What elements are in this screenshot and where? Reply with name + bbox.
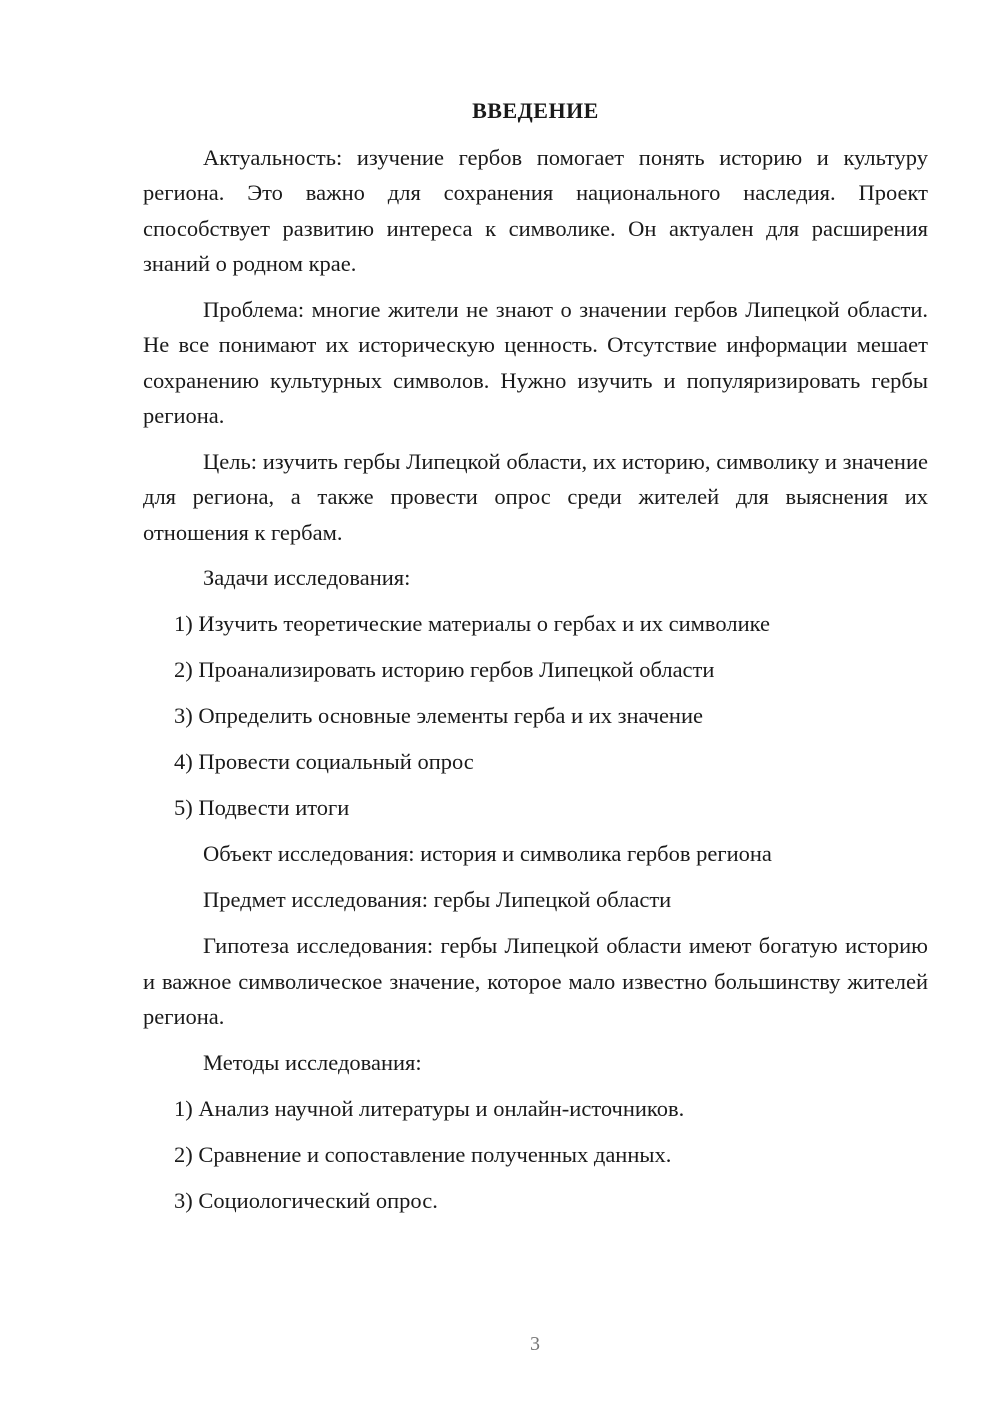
research-object: Объект исследования: история и символика гербов региона <box>203 841 772 866</box>
task-item: 3) Определить основные элементы герба и их значение <box>174 703 704 728</box>
problem-paragraph: Проблема: многие жители не знают о значении гербов Липецкой области. Не все понимают их историческую ценность. Отсутствие информации мешает сохранению культурных символов. Нужно изучить и популяризировать гербы региона. <box>143 296 928 428</box>
relevance-paragraph: Актуальность: изучение гербов помогает понять историю и культуру региона. Это важно для сохранения национального наследия. Проект способствует развитию интереса к символике. Он актуален для расширения знаний о родном крае. <box>143 144 928 276</box>
task-item: 2) Проанализировать историю гербов Липецкой области <box>174 657 715 682</box>
page-content <box>143 93 928 1229</box>
methods-list <box>143 1091 928 1219</box>
hypothesis-paragraph: Гипотеза исследования: гербы Липецкой области имеют богатую историю и важное символическое значение, которое мало известно большинству жителей региона. <box>143 933 928 1029</box>
method-item: 1) Анализ научной литературы и онлайн-источников. <box>174 1095 685 1121</box>
task-item: 4) Провести социальный опрос <box>174 749 474 774</box>
method-item: 2) Сравнение и сопоставление полученных данных. <box>174 1141 672 1167</box>
page-title: ВВЕДЕНИЕ <box>472 98 599 123</box>
methods-heading: Методы исследования: <box>203 1049 422 1075</box>
method-item: 3) Социологический опрос. <box>174 1187 438 1213</box>
research-subject: Предмет исследования: гербы Липецкой области <box>203 887 672 912</box>
task-item: 1) Изучить теоретические материалы о гербах и их символике <box>174 611 770 636</box>
tasks-list <box>143 606 928 826</box>
goal-paragraph: Цель: изучить гербы Липецкой области, их историю, символику и значение для региона, а также провести опрос среди жителей для выяснения их отношения к гербам. <box>143 448 928 545</box>
tasks-heading: Задачи исследования: <box>203 565 411 590</box>
task-item: 5) Подвести итоги <box>174 795 350 820</box>
page-number: 3 <box>530 1333 540 1355</box>
